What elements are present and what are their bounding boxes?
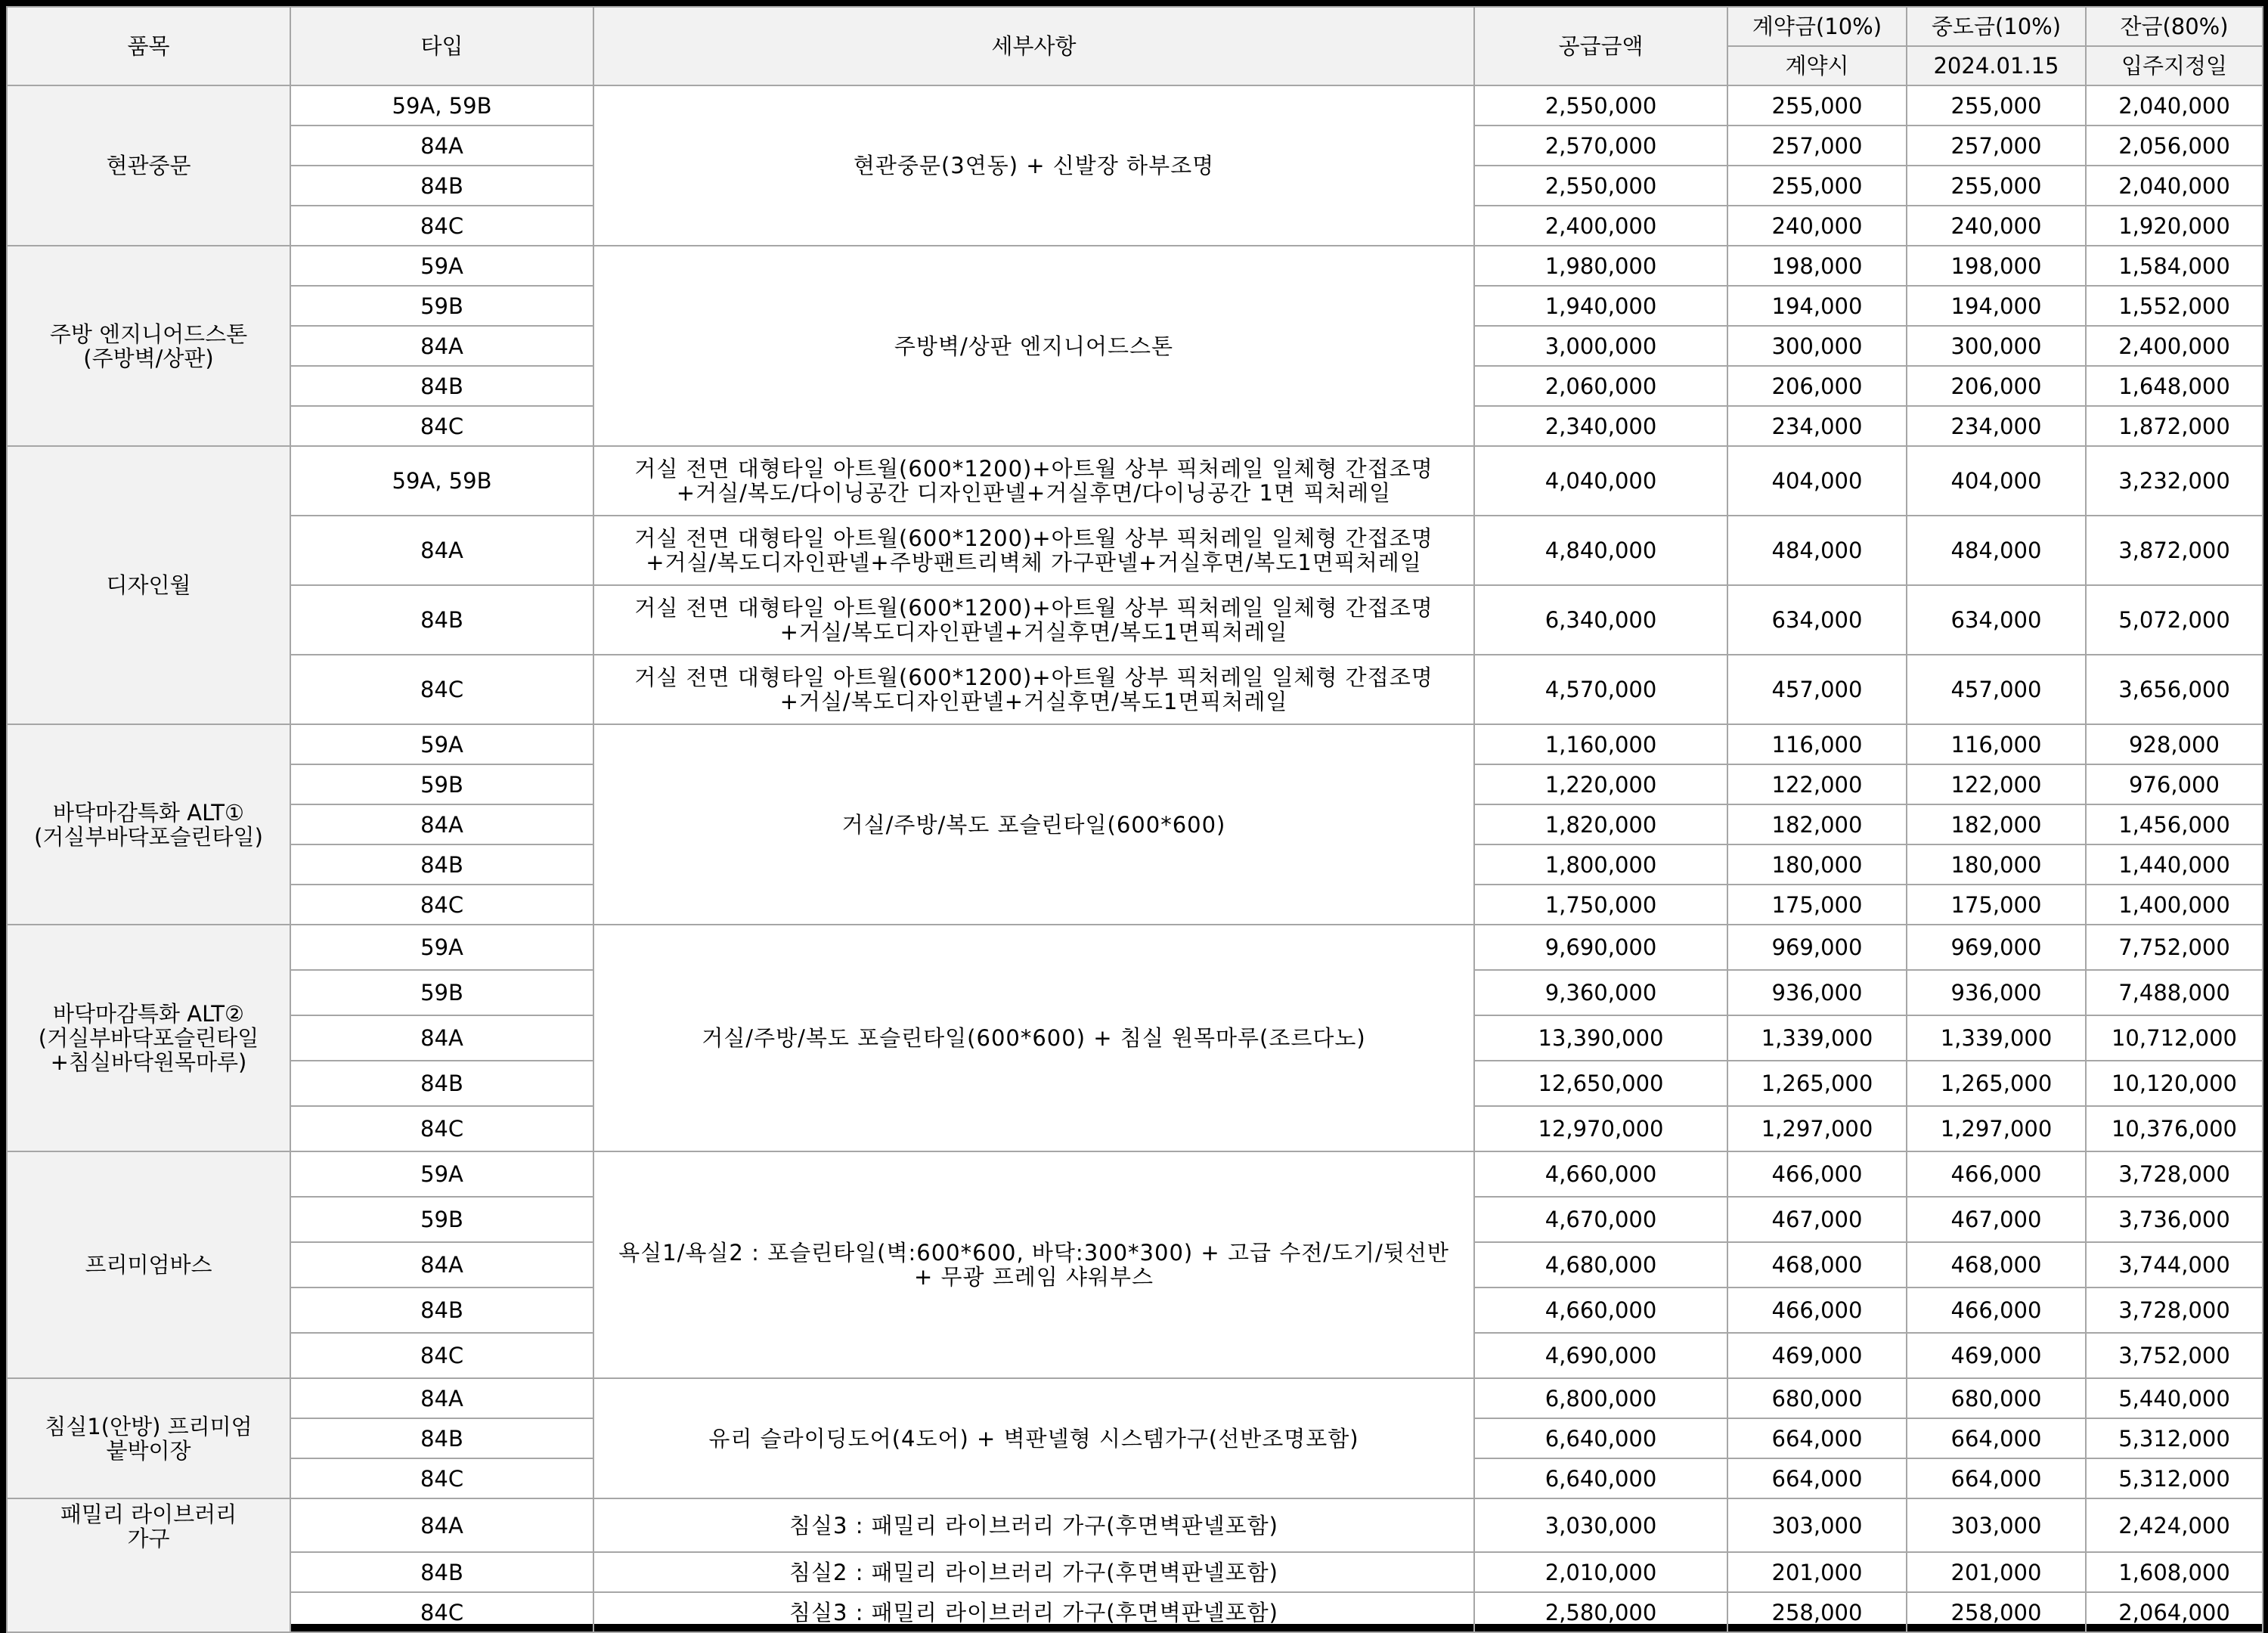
middle-payment-cell: 1,297,000	[1907, 1106, 2086, 1151]
category-line: 프리미엄바스	[85, 1252, 212, 1278]
supply-price-cell: 13,390,000	[1474, 1015, 1727, 1061]
deposit-cell: 1,297,000	[1727, 1106, 1907, 1151]
balance-cell: 1,920,000	[2086, 206, 2263, 246]
category-line: (거실부바닥포슬린타일	[38, 1025, 259, 1051]
middle-payment-cell: 206,000	[1907, 366, 2086, 406]
description-cell	[593, 1151, 1474, 1378]
category-cell	[7, 1498, 290, 1632]
option-price-table	[6, 6, 2263, 1633]
balance-cell: 5,072,000	[2086, 585, 2263, 655]
deposit-cell: 634,000	[1727, 585, 1907, 655]
category-line: 붙박이장	[106, 1437, 191, 1464]
supply-price-cell: 4,840,000	[1474, 516, 1727, 585]
supply-price-cell: 4,570,000	[1474, 655, 1727, 724]
table-row	[7, 1378, 2263, 1418]
type-cell: 84B	[290, 1418, 593, 1458]
middle-payment-cell: 469,000	[1907, 1333, 2086, 1378]
supply-price-cell: 12,650,000	[1474, 1061, 1727, 1106]
table-row	[7, 1498, 2263, 1552]
supply-price-cell: 1,820,000	[1474, 804, 1727, 844]
supply-price-cell: 6,340,000	[1474, 585, 1727, 655]
category-cell	[7, 246, 290, 446]
supply-price-cell: 4,040,000	[1474, 446, 1727, 516]
type-cell: 59A	[290, 1151, 593, 1197]
type-cell: 59B	[290, 764, 593, 804]
middle-payment-cell: 969,000	[1907, 925, 2086, 970]
deposit-cell: 201,000	[1727, 1552, 1907, 1592]
balance-cell: 5,440,000	[2086, 1378, 2263, 1418]
middle-payment-cell: 936,000	[1907, 970, 2086, 1015]
middle-payment-cell: 182,000	[1907, 804, 2086, 844]
description-cell	[593, 1378, 1474, 1498]
balance-cell: 1,608,000	[2086, 1552, 2263, 1592]
supply-price-cell: 1,160,000	[1474, 724, 1727, 764]
description-line: 침실3 : 패밀리 라이브러리 가구(후면벽판넬포함)	[789, 1599, 1278, 1625]
header-balance: 잔금(80%)	[2086, 7, 2263, 46]
type-cell: 84C	[290, 206, 593, 246]
description-line: 주방벽/상판 엔지니어드스톤	[894, 333, 1174, 359]
balance-cell: 3,744,000	[2086, 1242, 2263, 1287]
header-deposit: 계약금(10%)	[1727, 7, 1907, 46]
supply-price-cell: 2,400,000	[1474, 206, 1727, 246]
middle-payment-cell: 116,000	[1907, 724, 2086, 764]
balance-cell: 2,400,000	[2086, 326, 2263, 366]
description-cell	[593, 925, 1474, 1151]
supply-price-cell: 1,220,000	[1474, 764, 1727, 804]
supply-price-cell: 4,660,000	[1474, 1287, 1727, 1333]
supply-price-cell: 4,670,000	[1474, 1197, 1727, 1242]
balance-cell: 3,656,000	[2086, 655, 2263, 724]
type-cell: 84C	[290, 1592, 593, 1632]
balance-cell: 2,056,000	[2086, 125, 2263, 166]
description-line: + 무광 프레임 샤워부스	[913, 1264, 1154, 1290]
supply-price-cell: 6,640,000	[1474, 1418, 1727, 1458]
middle-payment-cell: 484,000	[1907, 516, 2086, 585]
balance-cell: 7,752,000	[2086, 925, 2263, 970]
type-cell: 59B	[290, 1197, 593, 1242]
middle-payment-cell: 303,000	[1907, 1498, 2086, 1552]
deposit-cell: 303,000	[1727, 1498, 1907, 1552]
type-cell: 84C	[290, 885, 593, 925]
balance-cell: 10,120,000	[2086, 1061, 2263, 1106]
balance-cell: 1,552,000	[2086, 286, 2263, 326]
balance-cell: 3,736,000	[2086, 1197, 2263, 1242]
category-cell	[7, 85, 290, 246]
description-cell	[593, 724, 1474, 925]
header-item: 품목	[7, 7, 290, 85]
balance-cell: 2,040,000	[2086, 85, 2263, 125]
category-line: (주방벽/상판)	[83, 345, 214, 371]
supply-price-cell: 1,750,000	[1474, 885, 1727, 925]
middle-payment-cell: 201,000	[1907, 1552, 2086, 1592]
category-line: 디자인월	[106, 572, 191, 598]
middle-payment-cell: 634,000	[1907, 585, 2086, 655]
header-balance-timing: 입주지정일	[2086, 46, 2263, 85]
supply-price-cell: 6,800,000	[1474, 1378, 1727, 1418]
supply-price-cell: 2,580,000	[1474, 1592, 1727, 1632]
balance-cell: 7,488,000	[2086, 970, 2263, 1015]
header-middle-payment: 중도금(10%)	[1907, 7, 2086, 46]
deposit-cell: 680,000	[1727, 1378, 1907, 1418]
category-line: (거실부바닥포슬린타일)	[34, 823, 263, 850]
balance-cell: 928,000	[2086, 724, 2263, 764]
deposit-cell: 257,000	[1727, 125, 1907, 166]
description-cell	[593, 85, 1474, 246]
supply-price-cell: 12,970,000	[1474, 1106, 1727, 1151]
type-cell: 84A	[290, 125, 593, 166]
middle-payment-cell: 234,000	[1907, 406, 2086, 446]
table-row	[7, 446, 2263, 516]
supply-price-cell: 1,800,000	[1474, 844, 1727, 885]
description-cell	[593, 516, 1474, 585]
deposit-cell: 467,000	[1727, 1197, 1907, 1242]
supply-price-cell: 9,360,000	[1474, 970, 1727, 1015]
balance-cell: 1,456,000	[2086, 804, 2263, 844]
deposit-cell: 255,000	[1727, 85, 1907, 125]
balance-cell: 3,752,000	[2086, 1333, 2263, 1378]
description-line: 욕실1/욕실2 : 포슬린타일(벽:600*600, 바닥:300*300) + 고급 수전/도기/뒷선반	[618, 1240, 1449, 1266]
supply-price-cell: 2,570,000	[1474, 125, 1727, 166]
header-supply-price: 공급금액	[1474, 7, 1727, 85]
type-cell: 84C	[290, 1458, 593, 1498]
supply-price-cell: 2,060,000	[1474, 366, 1727, 406]
deposit-cell: 182,000	[1727, 804, 1907, 844]
description-cell	[593, 246, 1474, 446]
description-cell	[593, 446, 1474, 516]
table-row	[7, 655, 2263, 724]
deposit-cell: 468,000	[1727, 1242, 1907, 1287]
description-line: +거실/복도디자인판넬+주방팬트리벽체 가구판넬+거실후면/복도1면픽처레일	[646, 550, 1422, 575]
balance-cell: 3,232,000	[2086, 446, 2263, 516]
middle-payment-cell: 300,000	[1907, 326, 2086, 366]
header-deposit-timing: 계약시	[1727, 46, 1907, 85]
deposit-cell: 466,000	[1727, 1151, 1907, 1197]
middle-payment-cell: 404,000	[1907, 446, 2086, 516]
type-cell: 84B	[290, 1061, 593, 1106]
balance-cell: 1,400,000	[2086, 885, 2263, 925]
type-cell: 84A	[290, 804, 593, 844]
deposit-cell: 404,000	[1727, 446, 1907, 516]
header-type: 타입	[290, 7, 593, 85]
description-line: +거실/복도디자인판넬+거실후면/복도1면픽처레일	[779, 689, 1288, 714]
deposit-cell: 1,339,000	[1727, 1015, 1907, 1061]
deposit-cell: 664,000	[1727, 1418, 1907, 1458]
type-cell: 84A	[290, 1498, 593, 1552]
supply-price-cell: 2,550,000	[1474, 85, 1727, 125]
balance-cell: 2,064,000	[2086, 1592, 2263, 1632]
middle-payment-cell: 1,339,000	[1907, 1015, 2086, 1061]
type-cell: 84B	[290, 366, 593, 406]
supply-price-cell: 3,030,000	[1474, 1498, 1727, 1552]
category-line: 현관중문	[106, 153, 191, 178]
description-line: 거실 전면 대형타일 아트월(600*1200)+아트월 상부 픽처레일 일체형 간접조명	[634, 665, 1433, 690]
category-cell	[7, 1378, 290, 1498]
type-cell: 59B	[290, 970, 593, 1015]
middle-payment-cell: 680,000	[1907, 1378, 2086, 1418]
type-cell: 84B	[290, 166, 593, 206]
category-line: 바닥마감특화 ALT②	[52, 1001, 245, 1027]
middle-payment-cell: 468,000	[1907, 1242, 2086, 1287]
table-row	[7, 516, 2263, 585]
middle-payment-cell: 467,000	[1907, 1197, 2086, 1242]
balance-cell: 2,424,000	[2086, 1498, 2263, 1552]
deposit-cell: 1,265,000	[1727, 1061, 1907, 1106]
type-cell: 59A, 59B	[290, 446, 593, 516]
middle-payment-cell: 198,000	[1907, 246, 2086, 286]
table-body	[7, 85, 2263, 1632]
balance-cell: 5,312,000	[2086, 1418, 2263, 1458]
middle-payment-cell: 664,000	[1907, 1418, 2086, 1458]
category-cell	[7, 1151, 290, 1378]
type-cell: 59A	[290, 724, 593, 764]
type-cell: 84C	[290, 655, 593, 724]
type-cell: 84A	[290, 326, 593, 366]
description-line: 유리 슬라이딩도어(4도어) + 벽판넬형 시스템가구(선반조명포함)	[708, 1425, 1359, 1452]
middle-payment-cell: 255,000	[1907, 85, 2086, 125]
balance-cell: 2,040,000	[2086, 166, 2263, 206]
supply-price-cell: 1,980,000	[1474, 246, 1727, 286]
deposit-cell: 255,000	[1727, 166, 1907, 206]
type-cell: 84A	[290, 1015, 593, 1061]
balance-cell: 3,728,000	[2086, 1151, 2263, 1197]
description-line: 거실 전면 대형타일 아트월(600*1200)+아트월 상부 픽처레일 일체형 간접조명	[634, 595, 1433, 621]
balance-cell: 10,376,000	[2086, 1106, 2263, 1151]
category-line: 주방 엔지니어드스톤	[49, 321, 248, 347]
supply-price-cell: 6,640,000	[1474, 1458, 1727, 1498]
category-line: 바닥마감특화 ALT①	[52, 799, 245, 826]
deposit-cell: 122,000	[1727, 764, 1907, 804]
deposit-cell: 198,000	[1727, 246, 1907, 286]
balance-cell: 5,312,000	[2086, 1458, 2263, 1498]
middle-payment-cell: 194,000	[1907, 286, 2086, 326]
description-line: 침실3 : 패밀리 라이브러리 가구(후면벽판넬포함)	[789, 1512, 1278, 1538]
type-cell: 59A	[290, 925, 593, 970]
middle-payment-cell: 457,000	[1907, 655, 2086, 724]
supply-price-cell: 4,690,000	[1474, 1333, 1727, 1378]
middle-payment-cell: 1,265,000	[1907, 1061, 2086, 1106]
deposit-cell: 969,000	[1727, 925, 1907, 970]
table-row	[7, 85, 2263, 125]
middle-payment-cell: 664,000	[1907, 1458, 2086, 1498]
middle-payment-cell: 255,000	[1907, 166, 2086, 206]
header-middle-date: 2024.01.15	[1907, 46, 2086, 85]
type-cell: 84A	[290, 1378, 593, 1418]
table-row	[7, 724, 2263, 764]
type-cell: 84A	[290, 516, 593, 585]
type-cell: 84C	[290, 1333, 593, 1378]
deposit-cell: 194,000	[1727, 286, 1907, 326]
category-line: 패밀리 라이브러리	[60, 1501, 237, 1527]
option-price-sheet	[6, 6, 2262, 1624]
balance-cell: 1,584,000	[2086, 246, 2263, 286]
deposit-cell: 258,000	[1727, 1592, 1907, 1632]
category-line: 가구	[127, 1526, 170, 1551]
type-cell: 84C	[290, 406, 593, 446]
description-line: 거실/주방/복도 포슬린타일(600*600) + 침실 원목마루(조르다노)	[702, 1025, 1366, 1051]
balance-cell: 976,000	[2086, 764, 2263, 804]
balance-cell: 10,712,000	[2086, 1015, 2263, 1061]
category-cell	[7, 925, 290, 1151]
type-cell: 84C	[290, 1106, 593, 1151]
supply-price-cell: 2,340,000	[1474, 406, 1727, 446]
type-cell: 84A	[290, 1242, 593, 1287]
deposit-cell: 300,000	[1727, 326, 1907, 366]
table-header	[7, 7, 2263, 85]
table-row	[7, 585, 2263, 655]
table-row	[7, 1592, 2263, 1632]
description-cell	[593, 1498, 1474, 1552]
supply-price-cell: 4,680,000	[1474, 1242, 1727, 1287]
table-row	[7, 1552, 2263, 1592]
deposit-cell: 116,000	[1727, 724, 1907, 764]
balance-cell: 1,872,000	[2086, 406, 2263, 446]
table-row	[7, 1151, 2263, 1197]
supply-price-cell: 3,000,000	[1474, 326, 1727, 366]
middle-payment-cell: 122,000	[1907, 764, 2086, 804]
middle-payment-cell: 240,000	[1907, 206, 2086, 246]
description-line: 거실/주방/복도 포슬린타일(600*600)	[841, 811, 1226, 838]
middle-payment-cell: 258,000	[1907, 1592, 2086, 1632]
middle-payment-cell: 466,000	[1907, 1151, 2086, 1197]
description-line: +거실/복도/다이닝공간 디자인판넬+거실후면/다이닝공간 1면 픽처레일	[676, 480, 1392, 506]
supply-price-cell: 4,660,000	[1474, 1151, 1727, 1197]
category-cell	[7, 724, 290, 925]
type-cell: 59B	[290, 286, 593, 326]
description-line: 거실 전면 대형타일 아트월(600*1200)+아트월 상부 픽처레일 일체형 간접조명	[634, 525, 1433, 551]
middle-payment-cell: 175,000	[1907, 885, 2086, 925]
description-line: +거실/복도디자인판넬+거실후면/복도1면픽처레일	[779, 619, 1288, 645]
category-cell	[7, 446, 290, 724]
table-row	[7, 246, 2263, 286]
table-row	[7, 925, 2263, 970]
deposit-cell: 466,000	[1727, 1287, 1907, 1333]
deposit-cell: 175,000	[1727, 885, 1907, 925]
type-cell: 59A, 59B	[290, 85, 593, 125]
balance-cell: 1,440,000	[2086, 844, 2263, 885]
supply-price-cell: 2,010,000	[1474, 1552, 1727, 1592]
supply-price-cell: 2,550,000	[1474, 166, 1727, 206]
type-cell: 59A	[290, 246, 593, 286]
description-cell	[593, 585, 1474, 655]
supply-price-cell: 9,690,000	[1474, 925, 1727, 970]
deposit-cell: 234,000	[1727, 406, 1907, 446]
description-line: 현관중문(3연동) + 신발장 하부조명	[853, 153, 1215, 178]
balance-cell: 1,648,000	[2086, 366, 2263, 406]
deposit-cell: 484,000	[1727, 516, 1907, 585]
deposit-cell: 457,000	[1727, 655, 1907, 724]
deposit-cell: 206,000	[1727, 366, 1907, 406]
type-cell: 84B	[290, 844, 593, 885]
type-cell: 84B	[290, 1552, 593, 1592]
middle-payment-cell: 466,000	[1907, 1287, 2086, 1333]
deposit-cell: 240,000	[1727, 206, 1907, 246]
middle-payment-cell: 257,000	[1907, 125, 2086, 166]
balance-cell: 3,728,000	[2086, 1287, 2263, 1333]
deposit-cell: 469,000	[1727, 1333, 1907, 1378]
type-cell: 84B	[290, 1287, 593, 1333]
description-cell	[593, 1552, 1474, 1592]
description-line: 거실 전면 대형타일 아트월(600*1200)+아트월 상부 픽처레일 일체형 간접조명	[634, 456, 1433, 482]
deposit-cell: 936,000	[1727, 970, 1907, 1015]
balance-cell: 3,872,000	[2086, 516, 2263, 585]
middle-payment-cell: 180,000	[1907, 844, 2086, 885]
supply-price-cell: 1,940,000	[1474, 286, 1727, 326]
description-cell	[593, 1592, 1474, 1632]
header-details: 세부사항	[593, 7, 1474, 85]
description-line: 침실2 : 패밀리 라이브러리 가구(후면벽판넬포함)	[789, 1559, 1278, 1585]
deposit-cell: 664,000	[1727, 1458, 1907, 1498]
category-line: +침실바닥원목마루)	[50, 1049, 247, 1075]
type-cell: 84B	[290, 585, 593, 655]
deposit-cell: 180,000	[1727, 844, 1907, 885]
category-line: 침실1(안방) 프리미엄	[45, 1413, 253, 1439]
description-cell	[593, 655, 1474, 724]
